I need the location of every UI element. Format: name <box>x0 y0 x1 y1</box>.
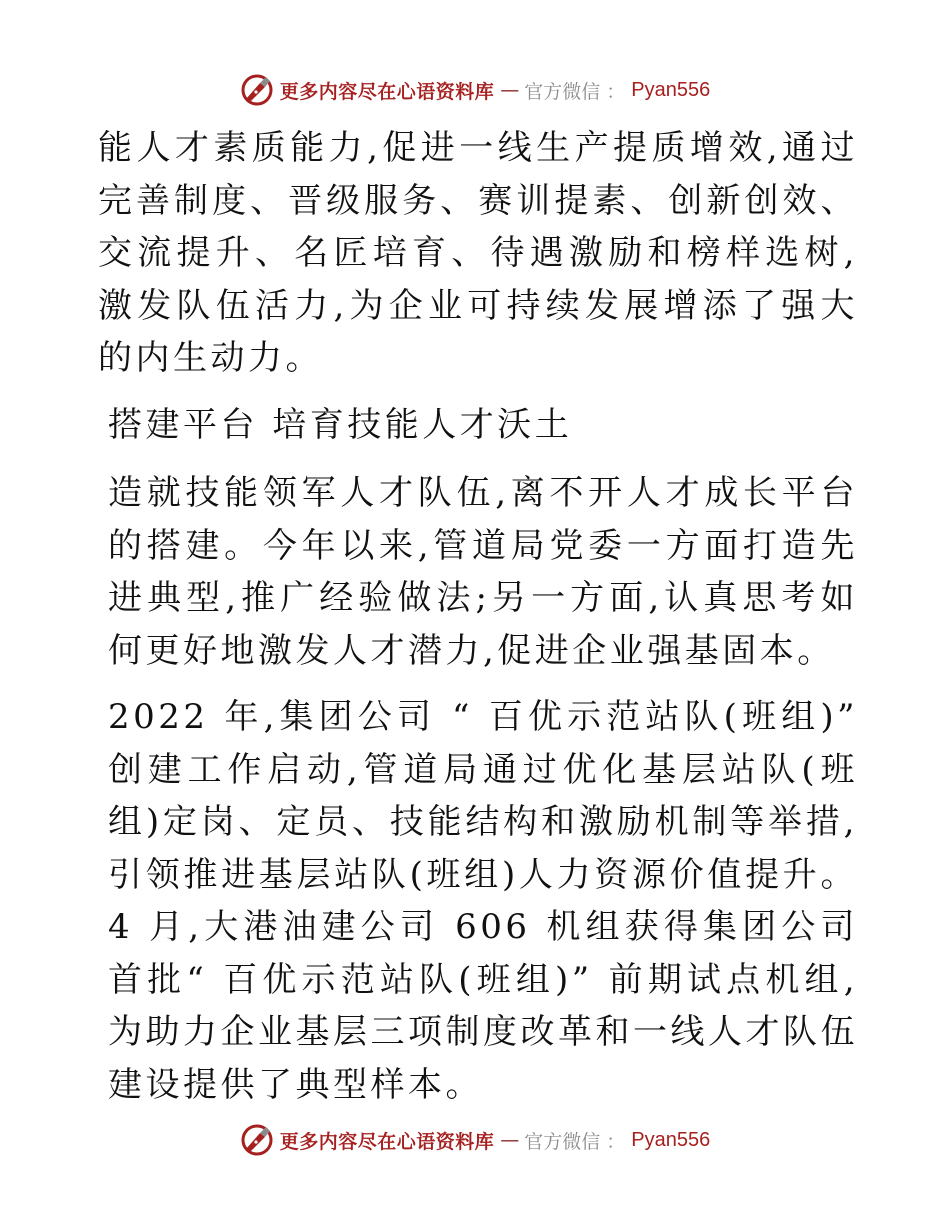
bottom-banner <box>0 1120 950 1160</box>
paragraph-2: 造就技能领军人才队伍,离不开人才成长平台的搭建。今年以来,管道局党委一方面打造先进典型,推广经验做法;另一方面,认真思考如何更好地激发人才潜力,促进企业强基固本。 <box>108 473 858 671</box>
banner-wechat-id: Pyan556 <box>631 78 711 101</box>
top-banner <box>0 70 950 110</box>
banner-colon: ： <box>606 1130 626 1153</box>
paragraph-1: 能人才素质能力,促进一线生产提质增效,通过完善制度、晋级服务、赛训提素、创新创效、交流提升、名匠培育、待遇激励和榜样选树,激发队伍活力,为企业可持续发展增添了强大的内生动力。 <box>98 128 858 378</box>
document-body <box>98 122 858 1125</box>
section-heading: 搭建平台 培育技能人才沃土 <box>108 404 573 445</box>
banner-wechat-label: 官方微信 <box>524 1130 601 1153</box>
banner-dash: — <box>500 1129 519 1151</box>
banner-main-text: 更多内容尽在心语资料库 <box>279 1130 495 1153</box>
pen-nib-logo-icon <box>240 73 274 107</box>
banner-wechat-id: Pyan556 <box>631 1128 711 1151</box>
banner-colon: ： <box>606 80 626 103</box>
banner-dash: — <box>500 79 519 101</box>
banner-main-text: 更多内容尽在心语资料库 <box>279 80 495 103</box>
banner-wechat-label: 官方微信 <box>524 80 601 103</box>
paragraph-3: 2022 年,集团公司 “ 百优示范站队(班组)” 创建工作启动,管道局通过优化基层站队(班组)定岗、定员、技能结构和激励机制等举措,引领推进基层站队(班组)人力资源价值提升。4 月,大港油建公司 606 机组获得集团公司首批“ 百优示范站队(班组)” 前期试点机组,为助力企业基层三项制度改革和一线人才队伍建设提供了典型样本。 <box>108 697 858 1105</box>
pen-nib-logo-icon <box>240 1123 274 1157</box>
